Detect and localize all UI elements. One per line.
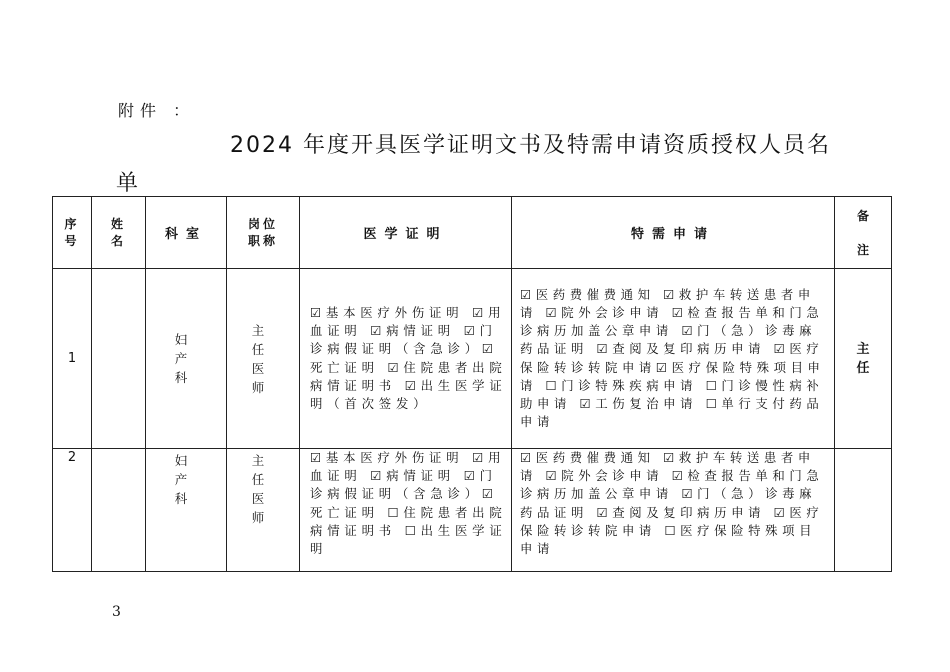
attachment-label: 附件 ：	[118, 101, 196, 120]
row-department: 妇产科	[146, 449, 227, 572]
row-index: 1	[53, 269, 92, 449]
row-position: 主任医师	[227, 449, 300, 572]
table-row	[53, 269, 892, 449]
header-index: 序号	[53, 197, 92, 269]
header-position: 岗位职称	[227, 197, 300, 269]
document-title-continuation: 单	[116, 171, 139, 196]
row-position: 主任医师	[227, 269, 300, 449]
authorization-table	[52, 196, 892, 572]
table-header-row	[53, 197, 892, 269]
header-remarks: 备注	[835, 197, 892, 269]
header-department: 科室	[146, 197, 227, 269]
row-special-request: ☑医药费催费通知 ☑救护车转送患者申请 ☑院外会诊申请 ☑检查报告单和门急诊病历加盖公章申请 ☑门（急）诊毒麻药品证明 ☑查阅及复印病历申请 ☑医疗保险转诊转院申请 ☐医疗保险特殊项目申请	[512, 449, 835, 572]
row-special-request: ☑医药费催费通知 ☑救护车转送患者申请 ☑院外会诊申请 ☑检查报告单和门急诊病历加盖公章申请 ☑门（急）诊毒麻药品证明 ☑查阅及复印病历申请 ☑医疗保险转诊转院申请☑医疗保险特殊项目申请 ☐门诊特殊疾病申请 ☐门诊慢性病补助申请 ☑工伤复治申请 ☐单行支付药品申请	[512, 269, 835, 449]
document-title: 2024 年度开具医学证明文书及特需申请资质授权人员名	[230, 133, 831, 158]
row-medical-cert: ☑基本医疗外伤证明 ☑用血证明 ☑病情证明 ☑门诊病假证明（含急诊）☑死亡证明 ☑住院患者出院病情证明书 ☑出生医学证明（首次签发）	[300, 269, 512, 449]
row-medical-cert: ☑基本医疗外伤证明 ☑用血证明 ☑病情证明 ☑门诊病假证明（含急诊）☑死亡证明 ☐住院患者出院病情证明书 ☐出生医学证明	[300, 449, 512, 572]
header-special-request: 特需申请	[512, 197, 835, 269]
row-remarks	[835, 449, 892, 572]
row-index: 2	[53, 449, 92, 572]
page-number: 3	[112, 604, 121, 620]
header-medical-cert: 医学证明	[300, 197, 512, 269]
row-name	[92, 269, 146, 449]
row-remarks: 主任	[835, 269, 892, 449]
header-name: 姓名	[92, 197, 146, 269]
row-department: 妇产科	[146, 269, 227, 449]
table-row	[53, 449, 892, 572]
row-name	[92, 449, 146, 572]
